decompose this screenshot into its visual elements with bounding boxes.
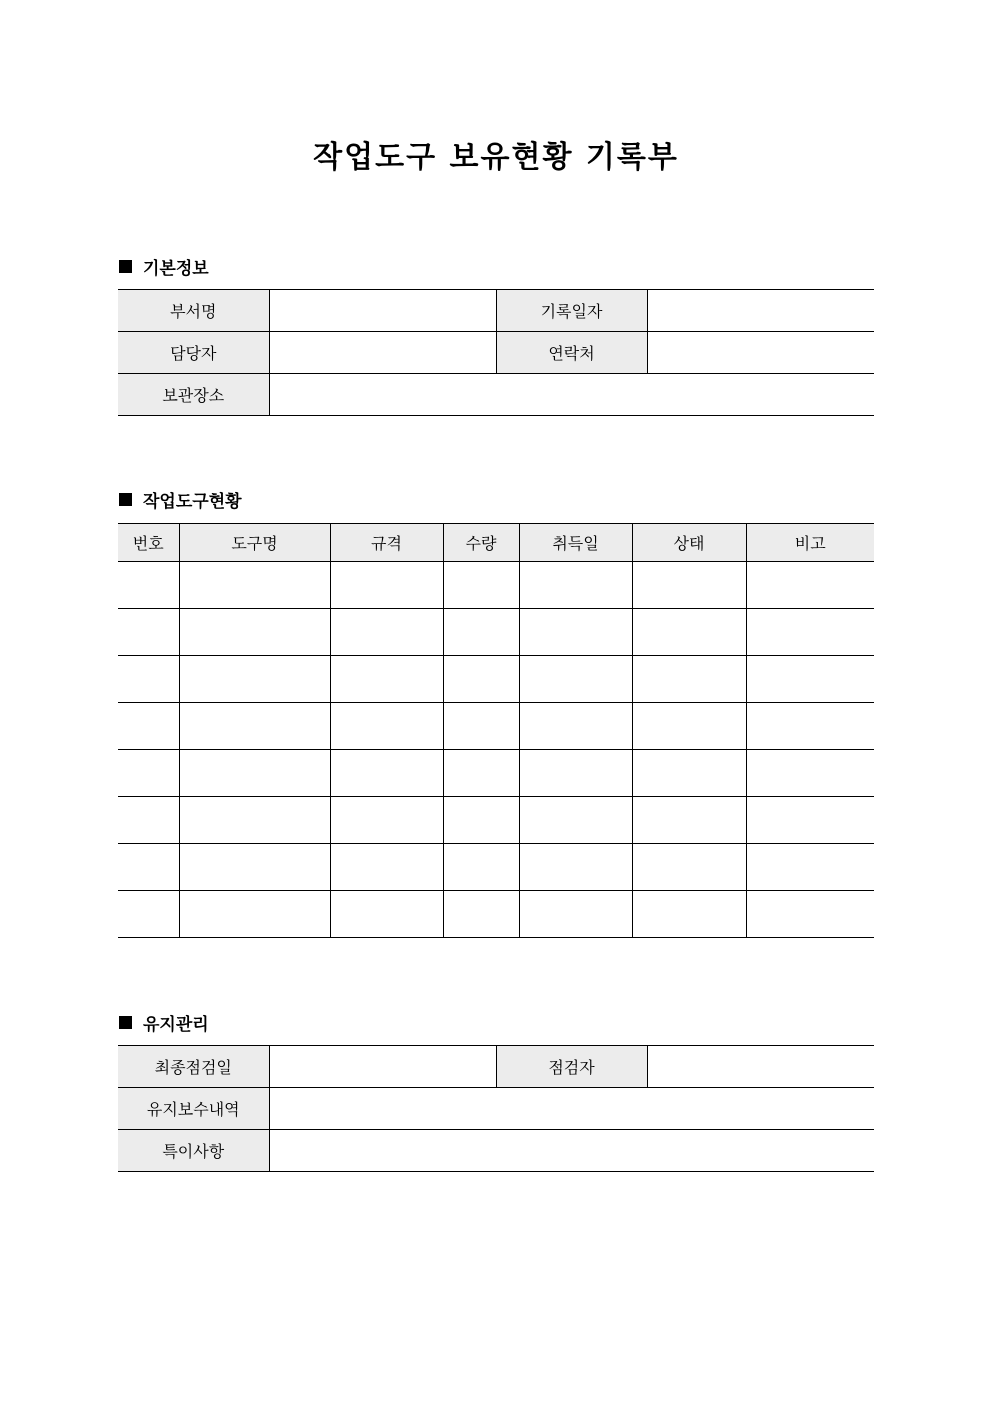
table-row	[118, 656, 874, 703]
table-row	[118, 797, 874, 844]
table-cell[interactable]	[330, 656, 443, 703]
table-row	[118, 1088, 874, 1130]
page-title: 작업도구 보유현황 기록부	[313, 140, 679, 175]
table-cell[interactable]	[632, 891, 746, 938]
table-cell[interactable]	[746, 609, 874, 656]
table-cell[interactable]	[443, 750, 519, 797]
table-cell[interactable]	[746, 562, 874, 609]
table-cell[interactable]	[118, 891, 179, 938]
table-row	[118, 562, 874, 609]
column-header: 취득일	[519, 524, 632, 562]
table-cell[interactable]	[632, 656, 746, 703]
table-row	[118, 891, 874, 938]
table-row	[118, 703, 874, 750]
table-cell[interactable]	[443, 703, 519, 750]
last-check-field[interactable]	[269, 1046, 496, 1088]
table-row	[118, 844, 874, 891]
table-cell[interactable]	[746, 797, 874, 844]
table-cell[interactable]	[519, 891, 632, 938]
table-cell[interactable]	[330, 703, 443, 750]
table-cell[interactable]	[632, 797, 746, 844]
table-row	[118, 290, 874, 332]
table-cell[interactable]	[443, 891, 519, 938]
dept-label: 부서명	[118, 290, 269, 332]
table-cell[interactable]	[443, 609, 519, 656]
column-header: 번호	[118, 524, 179, 562]
table-cell[interactable]	[179, 703, 330, 750]
table-cell[interactable]	[443, 797, 519, 844]
table-cell[interactable]	[330, 609, 443, 656]
table-row	[118, 374, 874, 416]
manager-label: 담당자	[118, 332, 269, 374]
tools-table	[118, 523, 874, 938]
table-row	[118, 750, 874, 797]
section-heading-basic	[119, 254, 209, 279]
section-heading-tools	[119, 487, 242, 512]
storage-label: 보관장소	[118, 374, 269, 416]
table-cell[interactable]	[519, 750, 632, 797]
table-cell[interactable]	[330, 750, 443, 797]
table-header-row	[118, 524, 874, 562]
basic-info-table	[118, 289, 874, 416]
table-cell[interactable]	[746, 844, 874, 891]
last-check-label: 최종점검일	[118, 1046, 269, 1088]
square-bullet-icon	[119, 1016, 132, 1029]
column-header: 규격	[330, 524, 443, 562]
square-bullet-icon	[119, 260, 132, 273]
inspector-label: 점검자	[496, 1046, 647, 1088]
maintenance-history-label: 유지보수내역	[118, 1088, 269, 1130]
table-cell[interactable]	[443, 656, 519, 703]
column-header: 수량	[443, 524, 519, 562]
table-cell[interactable]	[632, 750, 746, 797]
maintenance-table	[118, 1045, 874, 1172]
section-heading-label: 기본정보	[143, 259, 209, 279]
table-cell[interactable]	[118, 844, 179, 891]
table-cell[interactable]	[443, 844, 519, 891]
table-cell[interactable]	[632, 562, 746, 609]
square-bullet-icon	[119, 493, 132, 506]
table-cell[interactable]	[632, 703, 746, 750]
table-row	[118, 609, 874, 656]
table-cell[interactable]	[519, 656, 632, 703]
table-cell[interactable]	[519, 844, 632, 891]
table-cell[interactable]	[330, 891, 443, 938]
contact-field[interactable]	[647, 332, 874, 374]
table-cell[interactable]	[746, 750, 874, 797]
table-cell[interactable]	[118, 609, 179, 656]
table-cell[interactable]	[118, 656, 179, 703]
table-cell[interactable]	[519, 609, 632, 656]
table-cell[interactable]	[443, 562, 519, 609]
table-cell[interactable]	[519, 703, 632, 750]
table-cell[interactable]	[118, 562, 179, 609]
maintenance-history-field[interactable]	[269, 1088, 874, 1130]
table-row	[118, 332, 874, 374]
table-cell[interactable]	[519, 562, 632, 609]
table-cell[interactable]	[118, 750, 179, 797]
table-cell[interactable]	[746, 703, 874, 750]
table-row	[118, 1130, 874, 1172]
table-cell[interactable]	[179, 891, 330, 938]
table-cell[interactable]	[330, 844, 443, 891]
notes-label: 특이사항	[118, 1130, 269, 1172]
table-cell[interactable]	[179, 844, 330, 891]
table-cell[interactable]	[179, 562, 330, 609]
table-cell[interactable]	[330, 562, 443, 609]
inspector-field[interactable]	[647, 1046, 874, 1088]
table-cell[interactable]	[118, 797, 179, 844]
record-date-label: 기록일자	[496, 290, 647, 332]
table-cell[interactable]	[519, 797, 632, 844]
table-cell[interactable]	[179, 750, 330, 797]
section-heading-label: 유지관리	[143, 1015, 209, 1035]
record-date-field[interactable]	[647, 290, 874, 332]
dept-field[interactable]	[269, 290, 496, 332]
table-cell[interactable]	[179, 656, 330, 703]
manager-field[interactable]	[269, 332, 496, 374]
table-cell[interactable]	[179, 609, 330, 656]
contact-label: 연락처	[496, 332, 647, 374]
table-cell[interactable]	[330, 797, 443, 844]
section-heading-label: 작업도구현황	[143, 492, 242, 512]
table-cell[interactable]	[746, 656, 874, 703]
storage-field[interactable]	[269, 374, 874, 416]
table-cell[interactable]	[179, 797, 330, 844]
column-header: 상태	[632, 524, 746, 562]
section-heading-maintenance	[119, 1010, 209, 1035]
table-row	[118, 1046, 874, 1088]
notes-field[interactable]	[269, 1130, 874, 1172]
table-cell[interactable]	[632, 844, 746, 891]
table-cell[interactable]	[118, 703, 179, 750]
table-cell[interactable]	[746, 891, 874, 938]
table-cell[interactable]	[632, 609, 746, 656]
column-header: 도구명	[179, 524, 330, 562]
column-header: 비고	[746, 524, 874, 562]
